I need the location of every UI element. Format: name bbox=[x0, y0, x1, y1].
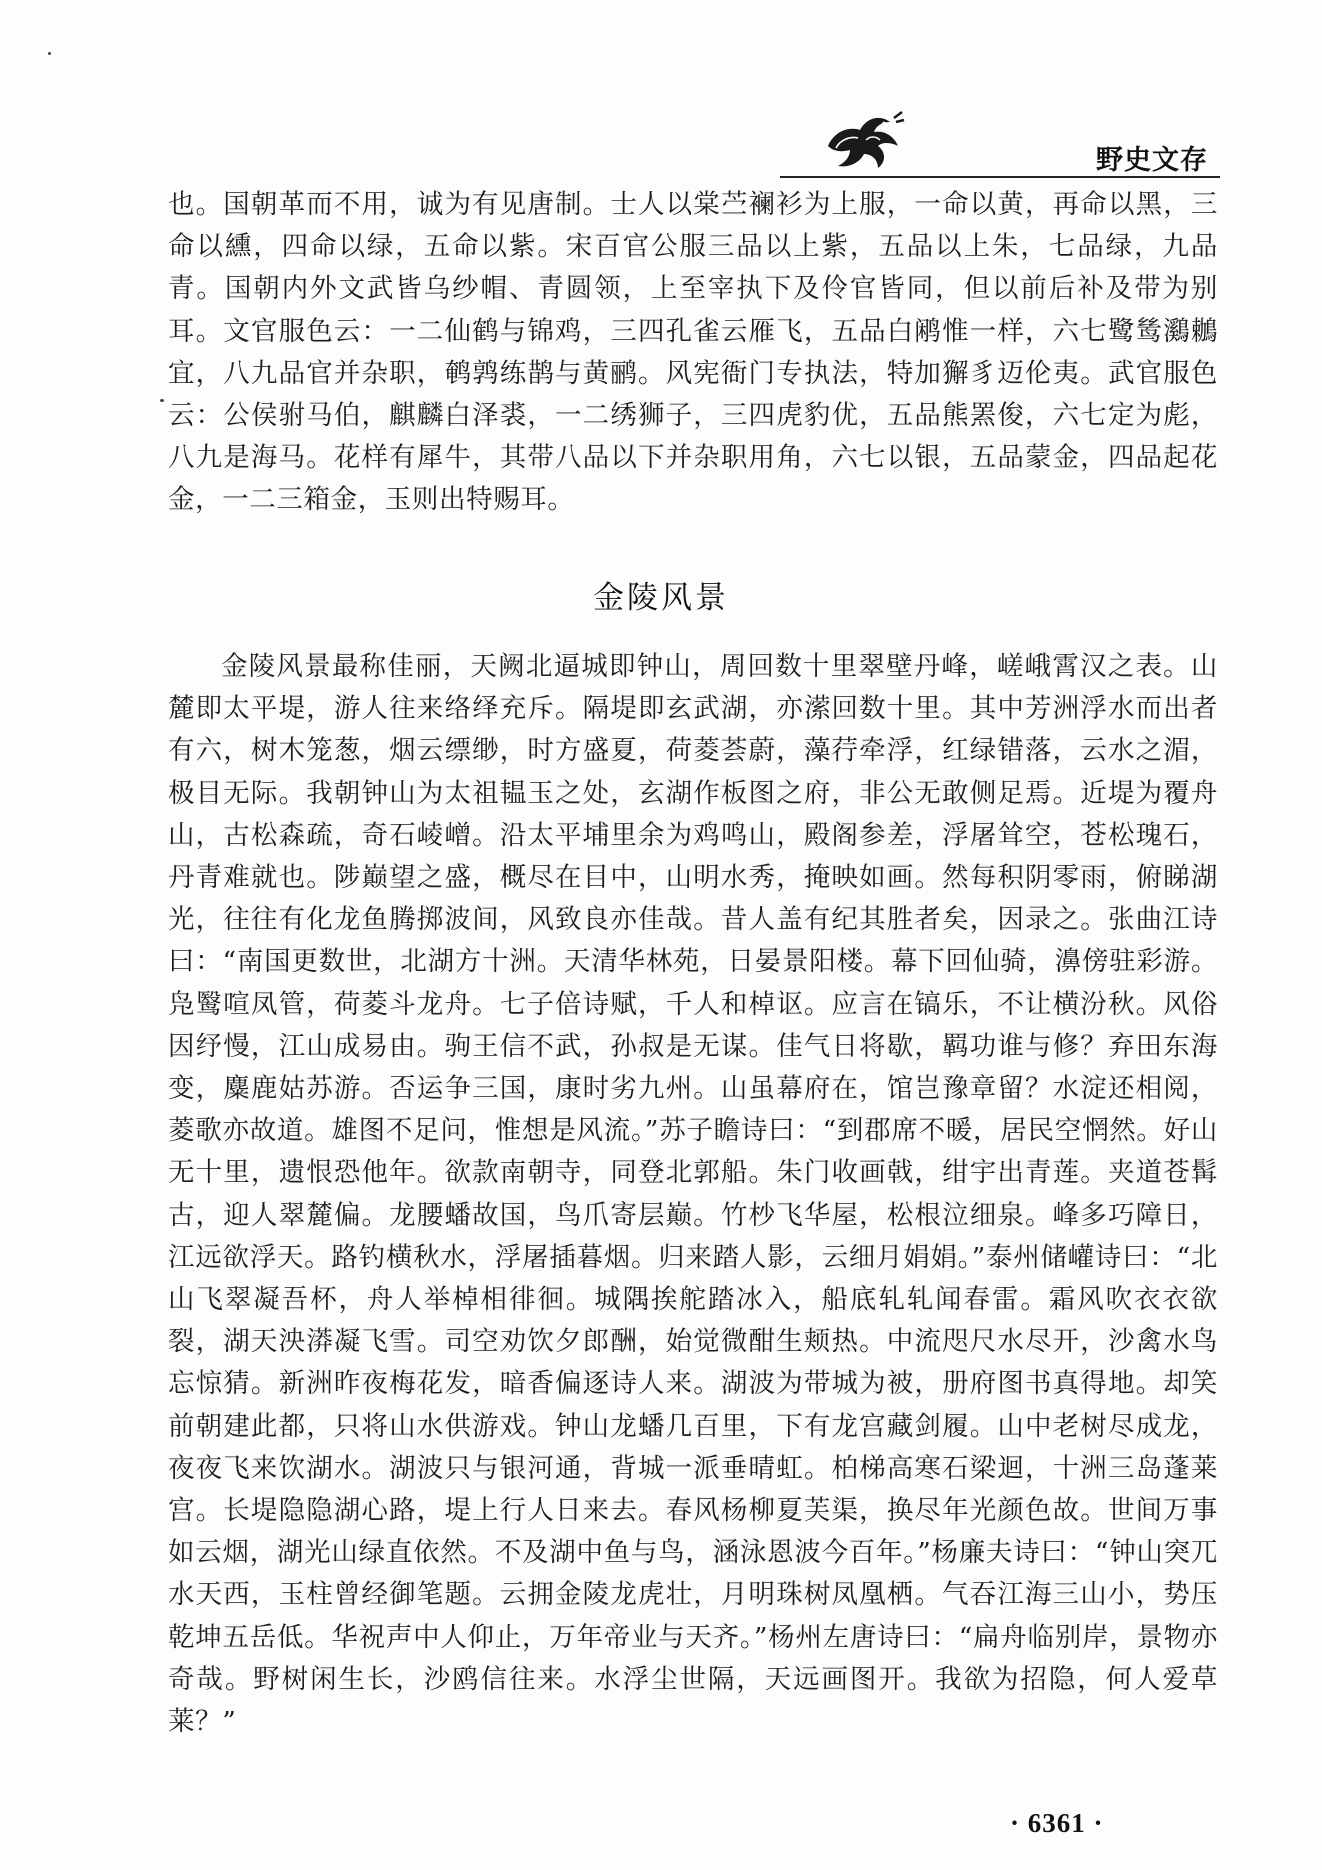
section-title: 金陵风景 bbox=[593, 580, 729, 616]
continuation-paragraph: 也。国朝革而不用，诚为有见唐制。士人以棠苎襕衫为上服，一命以黄，再命以黑，三命以纁，四命以绿，五命以紫。宋百官公服三品以上紫，五品以上朱，七品绿，九品青。国朝内外文武皆乌纱帽、青圆领，上至宰执下及伶官皆同，但以前后补及带为别耳。文官服色云：一二仙鹤与锦鸡，三四孔雀云雁飞，五品白鹇惟一样，六七鹭鸶鸂鶒宜，八九品官并杂职，鹌鹑练鹊与黄鹂。风宪衙门专执法，特加獬豸迈伦夷。武官服色云：公侯驸马伯，麒麟白泽裘，一二绣狮子，三四虎豹优，五品熊罴俊，六七定为彪，八九是海马。花样有犀牛，其带八品以下并杂职用角，六七以银，五品蒙金，四品起花金，一二三箱金，玉则出特赐耳。 bbox=[168, 189, 1218, 516]
scan-speck bbox=[160, 399, 164, 402]
series-title: 野史文存 bbox=[1096, 145, 1208, 176]
page-number: · 6361 · bbox=[1010, 1808, 1104, 1838]
running-header bbox=[780, 108, 1220, 178]
dragon-emblem-icon bbox=[820, 108, 906, 172]
section-body bbox=[168, 646, 1218, 1743]
section-paragraph: 金陵风景最称佳丽，天阙北逼城即钟山，周回数十里翠壁丹峰，嵯峨霄汉之表。山麓即太平堤，游人往来络绎充斥。隔堤即玄武湖，亦潆回数十里。其中芳洲浮水而出者有六，树木笼葱，烟云缥缈，时方盛夏，荷菱荟蔚，藻荇牵浮，红绿错落，云水之湄，极目无际。我朝钟山为太祖韫玉之处，玄湖作板图之府，非公无敢侧足焉。近堤为覆舟山，古松森疏，奇石崚嶒。沿太平埔里余为鸡鸣山，殿阁参差，浮屠耸空，苍松瑰石，丹青难就也。陟巅望之盛，概尽在目中，山明水秀，掩映如画。然每积阴零雨，俯睇湖光，往往有化龙鱼腾掷波间，风致良亦佳哉。昔人盖有纪其胜者矣，因录之。张曲江诗曰：“南国更数世，北湖方十洲。天清华林苑，日晏景阳楼。幕下回仙骑，濞傍驻彩游。凫鹥喧凤管，荷菱斗龙舟。七子倍诗赋，千人和棹讴。应言在镐乐，不让横汾秋。风俗因纾慢，江山成易由。驹王信不武，孙叔是无谋。佳气日将歇，羁功谁与修？弃田东海变，麋鹿姑苏游。否运争三国，康时劣九州。山虽幕府在，馆岂豫章留？水淀还相阅，菱歌亦故道。雄图不足问，惟想是风流。”苏子瞻诗曰：“到郡席不暖，居民空惘然。好山无十里，遗恨恐他年。欲款南朝寺，同登北郭船。朱门收画戟，绀宇出青莲。夹道苍髯古，迎人翠麓偏。龙腰蟠故国，鸟爪寄层巅。竹杪飞华屋，松根泣细泉。峰多巧障日，江远欲浮天。路钓横秋水，浮屠插暮烟。归来踏人影，云细月娟娟。”泰州储巏诗曰：“北山飞翠凝吾杯，舟人举棹相徘徊。城隅挨舵踏冰入，船底轧轧闻春雷。霜风吹衣衣欲裂，湖天泱漭凝飞雪。司空劝饮夕郎酬，始觉微酣生颊热。中流咫尺水尽开，沙禽水鸟忘惊猜。新洲昨夜梅花发，暗香偏逐诗人来。湖波为带城为被，册府图书真得地。却笑前朝建此都，只将山水供游戏。钟山龙蟠几百里，下有龙宫藏剑履。山中老树尽成龙，夜夜飞来饮湖水。湖波只与银河通，背城一派垂晴虹。柏梯高寒石梁迴，十洲三岛蓬莱宫。长堤隐隐湖心路，堤上行人日来去。春风杨柳夏芙渠，换尽年光颜色故。世间万事如云烟，湖光山绿直依然。不及湖中鱼与鸟，涵泳恩波今百年。”杨廉夫诗曰：“钟山突兀水天西，玉柱曾经御笔题。云拥金陵龙虎壮，月明珠树凤凰栖。气吞江海三山小，势压乾坤五岳低。华祝声中人仰止，万年帝业与天齐。”杨州左唐诗曰：“扁舟临别岸，景物亦奇哉。野树闲生长，沙鸥信往来。水浮尘世隔，天远画图开。我欲为招隐，何人爱草莱？” bbox=[168, 651, 1218, 1738]
continuation-text bbox=[168, 184, 1218, 522]
scan-speck bbox=[48, 52, 51, 55]
header-rule bbox=[780, 176, 1220, 178]
